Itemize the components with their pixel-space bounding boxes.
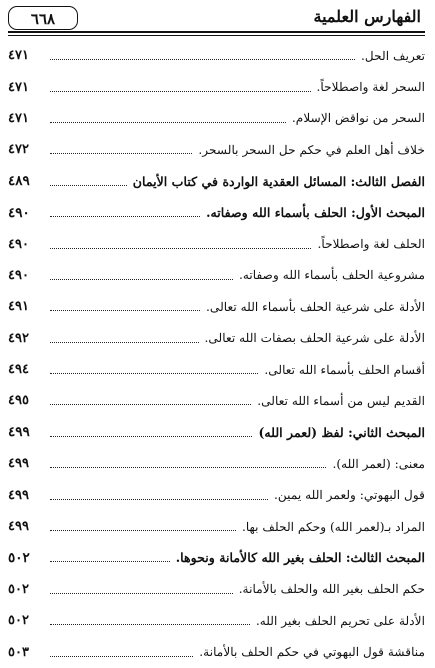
dot-leader <box>50 624 250 625</box>
dot-leader <box>50 216 200 217</box>
entry-page-number: ٤٩٠ <box>8 236 29 252</box>
index-entry-list <box>8 40 425 668</box>
header-rule-thick <box>8 31 425 33</box>
entry-page-number: ٤٩٤ <box>8 362 29 378</box>
entry-title: السحر من نواقض الإسلام. <box>291 111 425 126</box>
entry-title: المراد بـ(لعمر الله) وحكم الحلف بها. <box>241 519 425 534</box>
entry-page-number: ٤٧١ <box>8 79 29 95</box>
entry-title: خلاف أهل العلم في حكم حل السحر بالسحر. <box>198 142 425 157</box>
entry-page-number: ٤٩٩ <box>8 424 30 441</box>
entry-title: السحر لغة واصطلاحاً. <box>316 80 425 95</box>
index-entry <box>8 417 425 448</box>
entry-page-number: ٤٩٢ <box>8 330 29 346</box>
entry-page-number: ٤٨٩ <box>8 173 30 190</box>
index-entry <box>8 574 425 605</box>
entry-page-number: ٤٧١ <box>8 48 29 64</box>
entry-title: الأدلة على شرعية الحلف بأسماء الله تعالى. <box>206 299 425 314</box>
dot-leader <box>50 153 192 154</box>
index-entry <box>8 542 425 573</box>
index-entry <box>8 166 425 197</box>
entry-title: قول البهوتي: ولعمر الله يمين. <box>273 488 425 503</box>
page-header <box>8 4 425 34</box>
index-entry <box>8 605 425 636</box>
entry-page-number: ٤٧١ <box>8 110 29 126</box>
header-title: الفهارس العلمية <box>313 7 421 26</box>
index-entry <box>8 260 425 291</box>
index-entry <box>8 511 425 542</box>
entry-title: المبحث الأول: الحلف بأسماء الله وصفاته. <box>206 205 425 221</box>
dot-leader <box>50 248 311 249</box>
dot-leader <box>50 561 170 562</box>
index-entry <box>8 103 425 134</box>
entry-page-number: ٤٩٩ <box>8 519 29 535</box>
entry-page-number: ٤٩١ <box>8 299 29 315</box>
index-entry <box>8 291 425 322</box>
entry-title: أقسام الحلف بأسماء الله تعالى. <box>264 362 425 377</box>
entry-title: الأدلة على تحريم الحلف بغير الله. <box>255 613 425 628</box>
index-entry <box>8 197 425 228</box>
entry-page-number: ٥٠٢ <box>8 581 29 597</box>
dot-leader <box>50 373 258 374</box>
dot-leader <box>50 91 311 92</box>
dot-leader <box>50 530 236 531</box>
entry-title: الأدلة على شرعية الحلف بصفات الله تعالى. <box>204 331 425 346</box>
index-entry <box>8 71 425 102</box>
entry-title: مشروعية الحلف بأسماء الله وصفاته. <box>239 268 425 283</box>
header-rule-thin <box>8 35 425 36</box>
entry-page-number: ٤٧٢ <box>8 142 29 158</box>
entry-page-number: ٥٠٣ <box>8 644 29 660</box>
dot-leader <box>50 593 233 594</box>
entry-page-number: ٤٩٩ <box>8 456 29 472</box>
dot-leader <box>50 279 233 280</box>
index-entry <box>8 323 425 354</box>
entry-title: مناقشة قول البهوتي في حكم الحلف بالأمانة. <box>199 645 425 660</box>
dot-leader <box>50 122 286 123</box>
index-entry <box>8 40 425 71</box>
dot-leader <box>50 467 326 468</box>
entry-page-number: ٤٩٩ <box>8 487 29 503</box>
index-entry <box>8 228 425 259</box>
entry-title: القديم ليس من أسماء الله تعالى. <box>257 393 425 408</box>
dot-leader <box>50 436 252 437</box>
dot-leader <box>50 310 200 311</box>
entry-title: المبحث الثاني: لفظ (لعمر الله) <box>258 424 425 440</box>
entry-title: الفصل الثالث: المسائل العقدية الواردة في كتاب الأيمان <box>132 173 425 189</box>
entry-title: الحلف لغة واصطلاحاً. <box>317 237 425 252</box>
index-entry <box>8 134 425 165</box>
index-entry <box>8 479 425 510</box>
dot-leader <box>50 59 355 60</box>
dot-leader <box>50 404 251 405</box>
entry-title: تعريف الحل. <box>361 48 425 63</box>
entry-title: حكم الحلف بغير الله والحلف بالأمانة. <box>238 582 425 597</box>
index-entry <box>8 636 425 667</box>
entry-page-number: ٤٩٠ <box>8 204 30 221</box>
page-number-badge: ٦٦٨ <box>8 6 78 30</box>
dot-leader <box>50 185 127 186</box>
index-entry <box>8 385 425 416</box>
dot-leader <box>50 656 193 657</box>
entry-page-number: ٤٩٠ <box>8 267 29 283</box>
entry-page-number: ٤٩٥ <box>8 393 29 409</box>
dot-leader <box>50 342 199 343</box>
dot-leader <box>50 499 268 500</box>
entry-page-number: ٥٠٢ <box>8 613 29 629</box>
entry-title: معنى: (لعمر الله). <box>332 456 425 471</box>
entry-page-number: ٥٠٢ <box>8 549 30 566</box>
index-entry <box>8 448 425 479</box>
index-entry <box>8 354 425 385</box>
entry-title: المبحث الثالث: الحلف بغير الله كالأمانة ونحوها. <box>175 550 425 566</box>
